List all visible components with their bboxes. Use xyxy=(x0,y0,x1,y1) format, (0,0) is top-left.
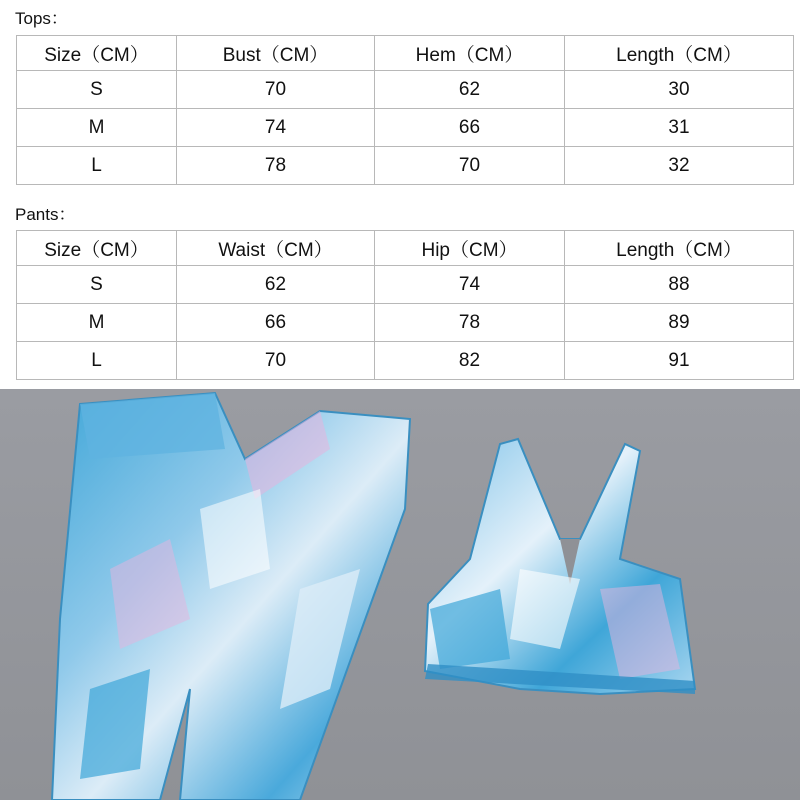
waist-cell: 62 xyxy=(177,266,375,304)
leggings-image xyxy=(52,393,410,800)
length-cell: 89 xyxy=(565,304,794,342)
column-header-length: Length（CM） xyxy=(565,231,794,266)
sports-bra-image xyxy=(425,439,695,694)
column-header-waist: Waist（CM） xyxy=(177,231,375,266)
column-header-size: Size（CM） xyxy=(17,231,177,266)
waist-cell: 70 xyxy=(177,342,375,380)
hip-cell: 78 xyxy=(375,304,565,342)
pants-size-table xyxy=(16,230,794,380)
length-cell: 31 xyxy=(565,109,794,147)
size-cell: M xyxy=(17,109,177,147)
size-cell: S xyxy=(17,266,177,304)
column-header-size: Size（CM） xyxy=(17,36,177,71)
column-header-bust: Bust（CM） xyxy=(177,36,375,71)
product-photo-illustration xyxy=(0,389,800,800)
table-row xyxy=(17,147,794,185)
waist-cell: 66 xyxy=(177,304,375,342)
tops-size-table xyxy=(16,35,794,185)
length-cell: 32 xyxy=(565,147,794,185)
size-cell: L xyxy=(17,342,177,380)
table-row xyxy=(17,109,794,147)
hem-cell: 70 xyxy=(375,147,565,185)
hem-cell: 62 xyxy=(375,71,565,109)
table-header-row xyxy=(17,231,794,266)
pants-section-label: Pants： xyxy=(15,205,76,224)
table-header-row xyxy=(17,36,794,71)
hip-cell: 82 xyxy=(375,342,565,380)
product-photo xyxy=(0,389,800,800)
column-header-hip: Hip（CM） xyxy=(375,231,565,266)
length-cell: 88 xyxy=(565,266,794,304)
bust-cell: 78 xyxy=(177,147,375,185)
column-header-hem: Hem（CM） xyxy=(375,36,565,71)
length-cell: 30 xyxy=(565,71,794,109)
bust-cell: 70 xyxy=(177,71,375,109)
hip-cell: 74 xyxy=(375,266,565,304)
hem-cell: 66 xyxy=(375,109,565,147)
size-cell: L xyxy=(17,147,177,185)
table-row xyxy=(17,71,794,109)
table-row xyxy=(17,266,794,304)
size-cell: M xyxy=(17,304,177,342)
table-row xyxy=(17,342,794,380)
bust-cell: 74 xyxy=(177,109,375,147)
column-header-length: Length（CM） xyxy=(565,36,794,71)
size-cell: S xyxy=(17,71,177,109)
tops-section-label: Tops： xyxy=(15,9,68,28)
table-row xyxy=(17,304,794,342)
length-cell: 91 xyxy=(565,342,794,380)
